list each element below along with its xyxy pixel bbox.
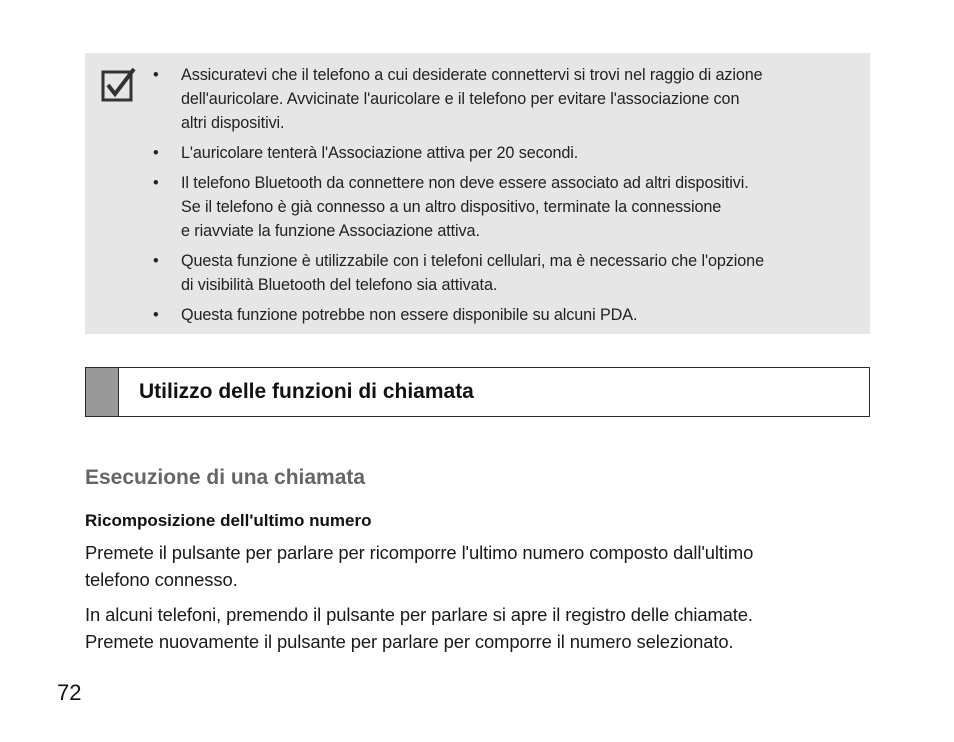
paragraph [85, 539, 885, 593]
topic-title: Ricomposizione dell'ultimo numero [85, 511, 372, 530]
note-line: Questa funzione potrebbe non essere disponibile su alcuni PDA. [181, 306, 638, 324]
paragraph-line: Premete nuovamente il pulsante per parlare per comporre il numero selezionato. [85, 631, 734, 652]
page-number: 72 [57, 680, 82, 705]
section-marker [86, 368, 119, 416]
note-line: Il telefono Bluetooth da connettere non deve essere associato ad altri dispositivi. [181, 174, 749, 192]
note-item [151, 63, 863, 135]
bullet: • [153, 144, 159, 162]
note-line: Assicuratevi che il telefono a cui desiderate connettervi si trovi nel raggio di azione [181, 66, 763, 84]
note-line: altri dispositivi. [181, 114, 285, 132]
note-box [85, 53, 870, 334]
note-item [151, 141, 863, 165]
note-item [151, 249, 863, 297]
bullet: • [153, 174, 159, 192]
note-item [151, 303, 863, 327]
paragraph-line: In alcuni telefoni, premendo il pulsante per parlare si apre il registro delle chiamate. [85, 604, 753, 625]
bullet: • [153, 306, 159, 324]
note-item [151, 171, 863, 243]
checkbox-check-icon [101, 66, 137, 102]
bullet: • [153, 252, 159, 270]
note-line: Se il telefono è già connesso a un altro dispositivo, terminate la connessione [181, 198, 722, 216]
bullet: • [153, 66, 159, 84]
note-line: di visibilità Bluetooth del telefono sia attivata. [181, 276, 498, 294]
subsection-title: Esecuzione di una chiamata [85, 466, 366, 489]
note-list [151, 63, 863, 333]
note-line: dell'auricolare. Avvicinate l'auricolare e il telefono per evitare l'associazione con [181, 90, 740, 108]
paragraph-line: Premete il pulsante per parlare per ricomporre l'ultimo numero composto dall'ultimo [85, 542, 754, 563]
note-line: e riavviate la funzione Associazione attiva. [181, 222, 480, 240]
section-header [85, 367, 870, 417]
paragraph-line: telefono connesso. [85, 569, 238, 590]
paragraph [85, 601, 885, 655]
section-title: Utilizzo delle funzioni di chiamata [139, 380, 474, 403]
note-line: Questa funzione è utilizzabile con i telefoni cellulari, ma è necessario che l'opzione [181, 252, 764, 270]
note-line: L'auricolare tenterà l'Associazione attiva per 20 secondi. [181, 144, 579, 162]
